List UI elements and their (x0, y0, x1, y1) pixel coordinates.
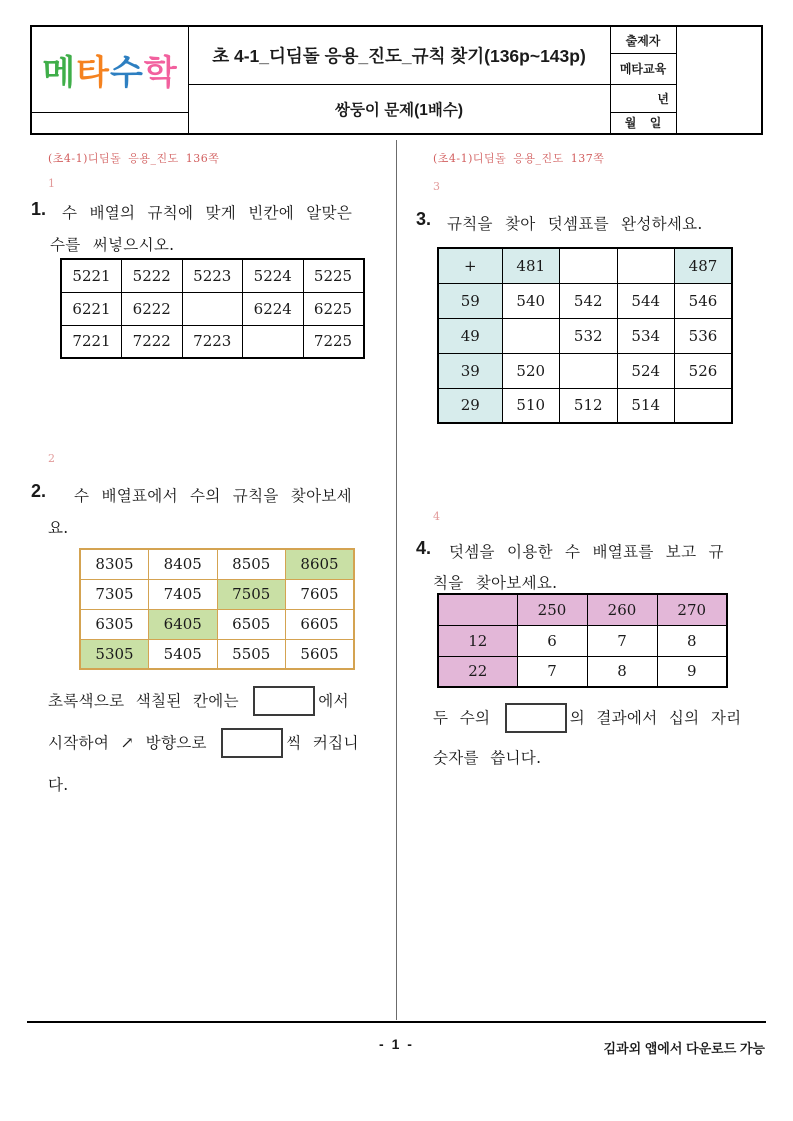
table-cell: 6221 (61, 292, 122, 325)
caption-text: 방향으로 (134, 734, 219, 752)
footer-download-note: 김과외 앱에서 다운로드 가능 (603, 1041, 765, 1056)
table-cell: 9 (657, 656, 727, 687)
page-number: - 1 - (379, 1036, 414, 1052)
table-cell: 49 (438, 318, 502, 353)
source-reference-left: (초4-1)디딤돌 응용_진도 136쪽 (48, 152, 220, 165)
table-cell: 6305 (80, 609, 149, 639)
question-2-line2: 요. (48, 519, 69, 537)
table-cell: 29 (438, 388, 502, 423)
answer-box (253, 686, 315, 716)
table-cell: 6405 (149, 609, 218, 639)
table-cell: + (438, 248, 502, 283)
table-row (438, 656, 727, 687)
table-cell: 6 (517, 625, 587, 656)
table-row (438, 388, 732, 423)
table-cell: 481 (502, 248, 560, 283)
table-cell: 532 (560, 318, 618, 353)
table-cell: 536 (675, 318, 733, 353)
table-blank-cell (560, 248, 618, 283)
table-cell: 7225 (303, 325, 364, 358)
org-label: 메타교육 (619, 62, 667, 76)
question-2-text (48, 480, 368, 544)
footer-rule (27, 1021, 766, 1023)
table-cell: 59 (438, 283, 502, 318)
question-3-line1: 규칙을 찾아 덧셈표를 완성하세요. (447, 215, 703, 233)
year-label: 년 (657, 91, 669, 106)
table-blank-cell (502, 318, 560, 353)
table-cell: 8305 (80, 549, 149, 579)
column-divider (396, 140, 397, 1020)
table-cell: 6222 (122, 292, 183, 325)
table-row (80, 549, 354, 579)
table-cell: 487 (675, 248, 733, 283)
worksheet-title: 초 4-1_디딤돌 응용_진도_규칙 찾기(136p~143p) (212, 46, 586, 66)
question-3-text (447, 208, 757, 240)
diagonal-arrow-icon: ↗ (120, 733, 135, 752)
question-tag-2: 2 (48, 452, 55, 465)
table-cell: 5605 (286, 639, 355, 669)
brand-logo-letter: 메 (42, 54, 77, 92)
table-cell: 7222 (122, 325, 183, 358)
question-tag-1: 1 (48, 177, 55, 190)
table-cell: 5222 (122, 259, 183, 292)
question-2-caption (48, 680, 373, 806)
table-cell: 22 (438, 656, 517, 687)
question-tag-4: 4 (433, 510, 440, 523)
table-cell: 7223 (182, 325, 243, 358)
table-cell: 7305 (80, 579, 149, 609)
source-reference-right: (초4-1)디딤돌 응용_진도 137쪽 (433, 152, 605, 165)
day-label: 일 (649, 116, 662, 130)
table-cell: 512 (560, 388, 618, 423)
caption-text: 씩 커집니다. (48, 734, 359, 794)
table-cell: 524 (617, 353, 675, 388)
table-cell: 6505 (217, 609, 286, 639)
question-4-line2: 칙을 찾아보세요. (433, 574, 558, 592)
header-divider (676, 27, 677, 133)
worksheet-subtitle: 쌍둥이 문제(1배수) (334, 101, 464, 119)
table-cell: 8 (587, 656, 657, 687)
table-row (61, 325, 364, 358)
answer-box (221, 728, 283, 758)
table-blank-cell (617, 248, 675, 283)
table-cell: 7605 (286, 579, 355, 609)
table-blank-cell (182, 292, 243, 325)
question-tag-3: 3 (433, 180, 440, 193)
table-row (438, 248, 732, 283)
table-cell: 270 (657, 594, 727, 625)
table-cell: 510 (502, 388, 560, 423)
table-cell: 8505 (217, 549, 286, 579)
answer-box (505, 703, 567, 733)
table-cell: 39 (438, 353, 502, 388)
table-cell: 7 (517, 656, 587, 687)
table-cell: 8405 (149, 549, 218, 579)
table-row (80, 579, 354, 609)
caption-text: 두 수의 (433, 709, 502, 727)
brand-logo (32, 27, 188, 112)
header-box (30, 25, 763, 135)
brand-logo-letter: 학 (143, 54, 178, 92)
examiner-label: 출제자 (625, 33, 661, 48)
table-cell: 6224 (243, 292, 304, 325)
table-cell: 5225 (303, 259, 364, 292)
question-2-line1: 수 배열표에서 수의 규칙을 찾아보세 (74, 487, 352, 505)
question-3-table (437, 247, 733, 424)
table-cell: 250 (517, 594, 587, 625)
table-cell: 12 (438, 625, 517, 656)
caption-text: 에서 시작하여 (48, 692, 349, 752)
month-day-label (610, 112, 676, 133)
table-cell: 514 (617, 388, 675, 423)
table-row (438, 353, 732, 388)
table-cell: 7221 (61, 325, 122, 358)
table-cell: 7505 (217, 579, 286, 609)
table-blank-cell (560, 353, 618, 388)
table-cell: 5224 (243, 259, 304, 292)
table-row (438, 594, 727, 625)
table-row (438, 318, 732, 353)
table-cell: 5505 (217, 639, 286, 669)
table-cell: 526 (675, 353, 733, 388)
table-row (438, 283, 732, 318)
table-blank-cell (675, 388, 733, 423)
table-cell: 260 (587, 594, 657, 625)
question-4-number: 4. (416, 538, 432, 558)
question-4-table (437, 593, 728, 688)
table-cell: 5221 (61, 259, 122, 292)
table-cell: 540 (502, 283, 560, 318)
brand-logo-letter: 수 (110, 54, 144, 92)
table-blank-cell (243, 325, 304, 358)
question-2-table (79, 548, 355, 670)
table-cell: 6605 (286, 609, 355, 639)
table-cell: 5305 (80, 639, 149, 669)
table-cell: 534 (617, 318, 675, 353)
brand-logo-text (42, 45, 177, 94)
table-cell: 544 (617, 283, 675, 318)
table-cell: 6225 (303, 292, 364, 325)
table-cell: 8605 (286, 549, 355, 579)
question-1-text (50, 197, 365, 261)
table-cell: 5223 (182, 259, 243, 292)
question-1-table (60, 258, 365, 359)
table-cell: 546 (675, 283, 733, 318)
table-cell: 7 (587, 625, 657, 656)
table-cell: 8 (657, 625, 727, 656)
question-3-number: 3. (416, 209, 432, 229)
brand-logo-letter: 타 (76, 54, 110, 92)
table-row (61, 292, 364, 325)
question-2-number: 2. (31, 481, 47, 501)
table-row (438, 625, 727, 656)
table-cell: 542 (560, 283, 618, 318)
caption-text: 의 결과에서 십의 자리 숫자를 씁니다. (433, 709, 742, 767)
table-cell: 7405 (149, 579, 218, 609)
table-blank-cell (438, 594, 517, 625)
question-4-line1: 덧셈을 이용한 수 배열표를 보고 규 (449, 543, 724, 561)
question-4-text (433, 537, 763, 599)
header-divider (32, 112, 188, 113)
table-row (80, 609, 354, 639)
question-1-line1: 수 배열의 규칙에 맞게 빈칸에 알맞은 (62, 204, 353, 222)
table-row (61, 259, 364, 292)
caption-text: 초록색으로 색칠된 칸에는 (48, 692, 251, 710)
question-1-line2: 수를 써넣으시오. (50, 236, 175, 254)
question-4-caption (433, 698, 768, 778)
month-label: 월 (624, 116, 637, 130)
table-row (80, 639, 354, 669)
question-1-number: 1. (31, 199, 47, 219)
table-cell: 520 (502, 353, 560, 388)
table-cell: 5405 (149, 639, 218, 669)
